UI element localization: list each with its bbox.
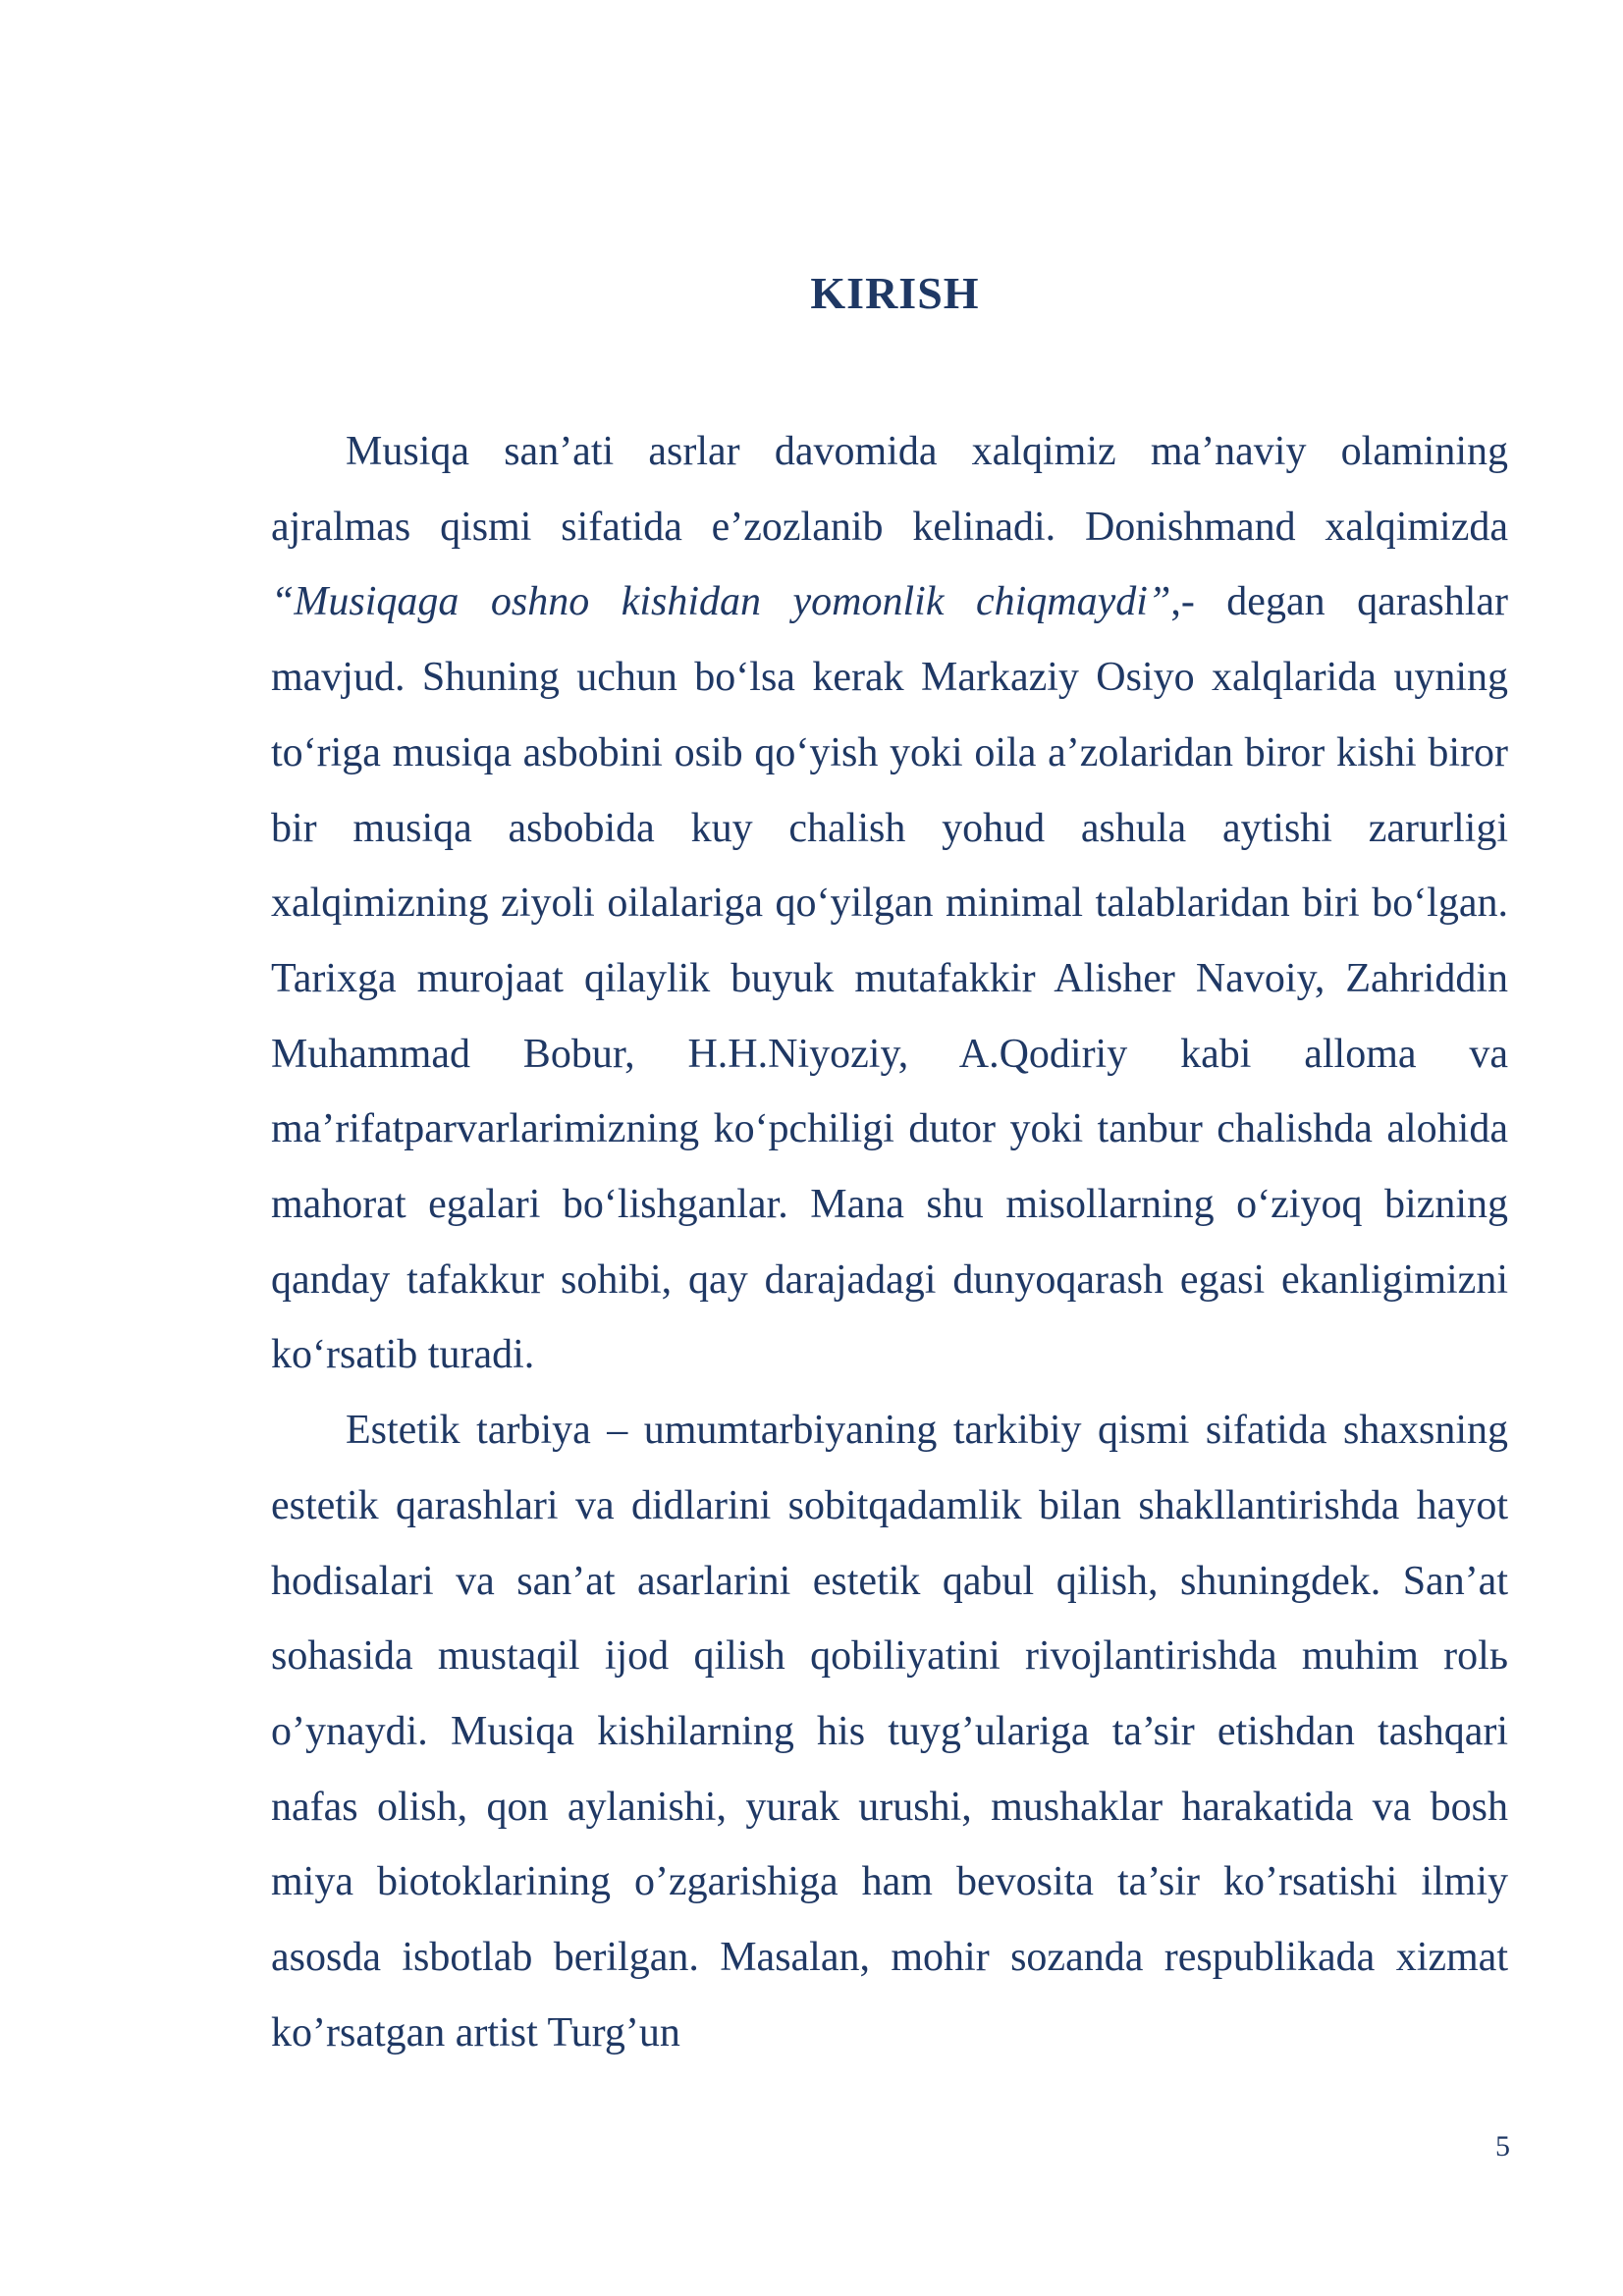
paragraph-2: Estetik tarbiya – umumtarbiyaning tarkibiy qismi sifatida shaxsning estetik qarashlari va didlarini sobitqadamlik bilan shakllantirishda hayot hodisalari va san’at asarlarini estetik qabul qilish, shuningdek. San’at sohasida mustaqil ijod qilish qobiliyatini rivojlantirishda muhim rolь o’ynaydi. Musiqa kishilarning his tuyg’ulariga ta’sir etishdan tashqari nafas olish, qon aylanishi, yurak urushi, mushaklar harakatida va bosh miya biotoklarining o’zgarishiga ham bevosita ta’sir ko’rsatishi ilmiy asosda isbotlab berilgan. Masalan, mohir sozanda respublikada xizmat ko’rsatgan artist Turg’un [271,1408,1508,2056]
page-number: 5 [1495,2130,1510,2163]
paragraph-1-text-end: ,- degan qarashlar mavjud. Shuning uchun bo‘lsa kerak Markaziy Osiyo xalqlarida uyning to‘riga musiqa asbobini osib qo‘yish yoki oila a’zolaridan biror kishi biror bir musiqa asbobida kuy chalish yohud ashula aytishi zarurligi xalqimizning ziyoli oilalariga qo‘yilgan minimal talablaridan biri bo‘lgan. Tarixga murojaat qilaylik buyuk mutafakkir Alisher Navoiy, Zahriddin Muhammad Bobur, H.H.Niyoziy, A.Qodiriy kabi alloma va ma’rifatparvarlarimizning ko‘pchiligi dutor yoki tanbur chalishda alohida mahorat egalari bo‘lishganlar. Mana shu misollarning o‘ziyoq bizning qanday tafakkur sohibi, qay darajadagi dunyoqarash egasi ekanligimizni ko‘rsatib turadi. [271,579,1508,1378]
body-text [271,414,1508,2070]
paragraph-1-text-start: Musiqa san’ati asrlar davomida xalqimiz ma’naviy olamining ajralmas qismi sifatida e’zozlanib kelinadi. Donishmand xalqimizda [271,429,1508,550]
paragraph-1-quote: “Musiqaga oshno kishidan yomonlik chiqmaydi” [271,579,1171,625]
paragraph-1 [271,414,1508,1393]
section-heading: KIRISH [810,268,980,318]
